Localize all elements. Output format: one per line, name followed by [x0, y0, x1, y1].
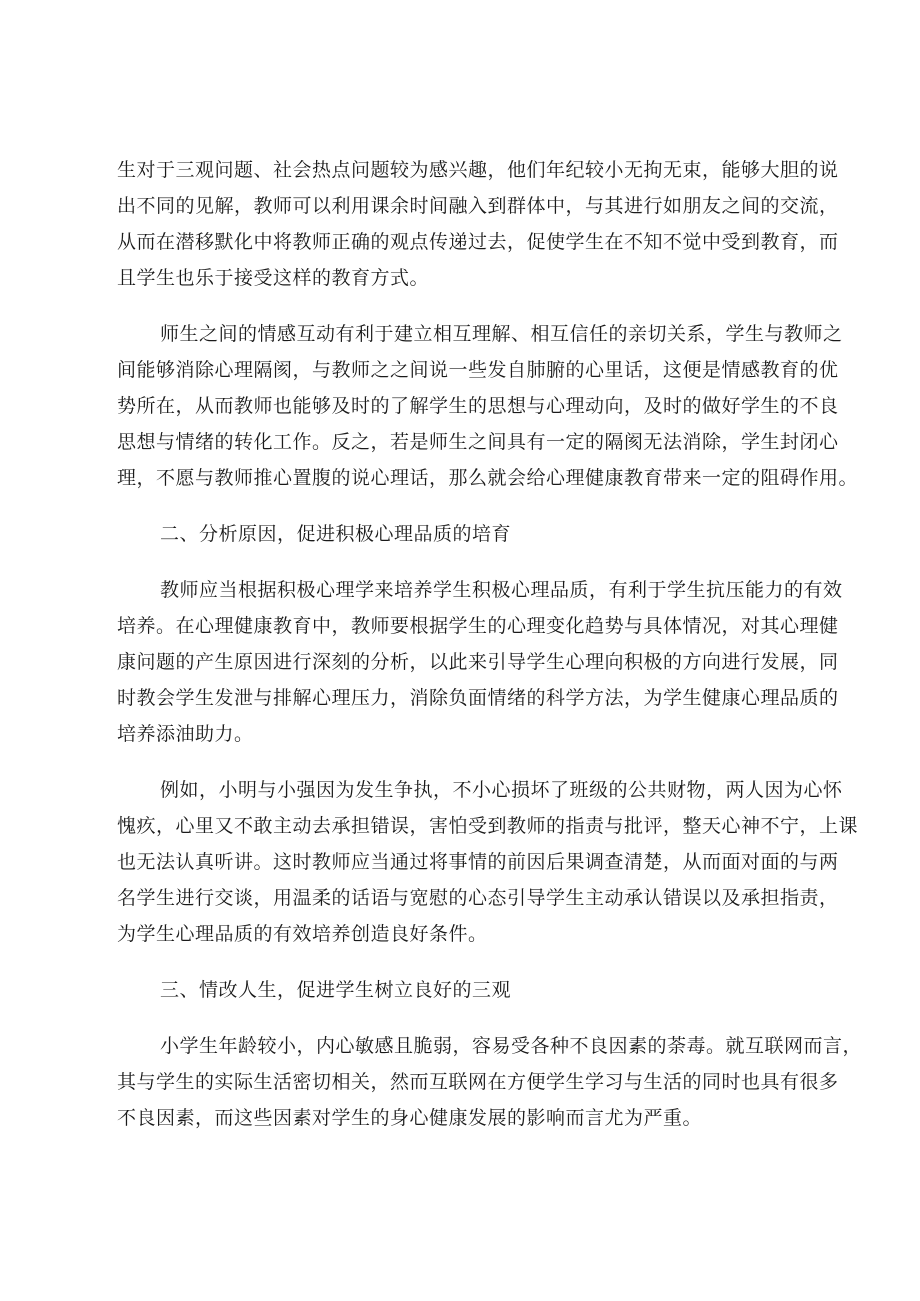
paragraph-line: 也无法认真听讲。这时教师应当通过将事情的前因后果调查清楚，从而面对面的与两: [117, 851, 839, 873]
paragraph-line: 其与学生的实际生活密切相关，然而互联网在方便学生学习与生活的同时也具有很多: [117, 1071, 839, 1093]
paragraph-line: 教师应当根据积极心理学来培养学生积极心理品质，有利于学生抗压能力的有效: [160, 579, 843, 601]
paragraph-line: 康问题的产生原因进行深刻的分析，以此来引导学生心理向积极的方向进行发展，同: [117, 651, 839, 673]
paragraph-line: 间能够消除心理隔阂，与教师之之间说一些发自肺腑的心里话，这便是情感教育的优: [117, 359, 839, 381]
paragraph-line: 从而在潜移默化中将教师正确的观点传递过去，促使学生在不知不觉中受到教育，而: [117, 231, 839, 253]
paragraph-line: 师生之间的情感互动有利于建立相互理解、相互信任的亲切关系，学生与教师之: [160, 323, 843, 345]
paragraph-line: 时教会学生发泄与排解心理压力，消除负面情绪的科学方法，为学生健康心理品质的: [117, 687, 839, 709]
paragraph-line: 培养。在心理健康教育中，教师要根据学生的心理变化趋势与具体情况，对其心理健: [117, 615, 839, 637]
paragraph-line: 例如，小明与小强因为发生争执，不小心损坏了班级的公共财物，两人因为心怀: [160, 779, 843, 801]
paragraph-line: 小学生年龄较小，内心敏感且脆弱，容易受各种不良因素的荼毒。就互联网而言，: [160, 1035, 863, 1057]
paragraph-line: 不良因素，而这些因素对学生的身心健康发展的影响而言尤为严重。: [117, 1107, 703, 1129]
paragraph-line: 思想与情绪的转化工作。反之，若是师生之间具有一定的隔阂无法消除，学生封闭心: [117, 431, 839, 453]
paragraph-line: 势所在，从而教师也能够及时的了解学生的思想与心理动向，及时的做好学生的不良: [117, 395, 839, 417]
paragraph-line: 出不同的见解，教师可以利用课余时间融入到群体中，与其进行如朋友之间的交流，: [117, 195, 839, 217]
paragraph-line: 生对于三观问题、社会热点问题较为感兴趣，他们年纪较小无拘无束，能够大胆的说: [117, 159, 839, 181]
paragraph-line: 理，不愿与教师推心置腹的说心理话，那么就会给心理健康教育带来一定的阻碍作用。: [117, 467, 859, 489]
paragraph-line: 为学生心理品质的有效培养创造良好条件。: [117, 923, 488, 945]
paragraph-line: 培养添油助力。: [117, 723, 254, 745]
section-heading: 二、分析原因，促进积极心理品质的培育: [160, 523, 512, 545]
paragraph-line: 愧疚，心里又不敢主动去承担错误，害怕受到教师的指责与批评，整天心神不宁，上课: [117, 815, 859, 837]
paragraph-line: 且学生也乐于接受这样的教育方式。: [117, 267, 430, 289]
section-heading: 三、情改人生，促进学生树立良好的三观: [160, 979, 512, 1001]
paragraph-line: 名学生进行交谈，用温柔的话语与宽慰的心态引导学生主动承认错误以及承担指责，: [117, 887, 839, 909]
